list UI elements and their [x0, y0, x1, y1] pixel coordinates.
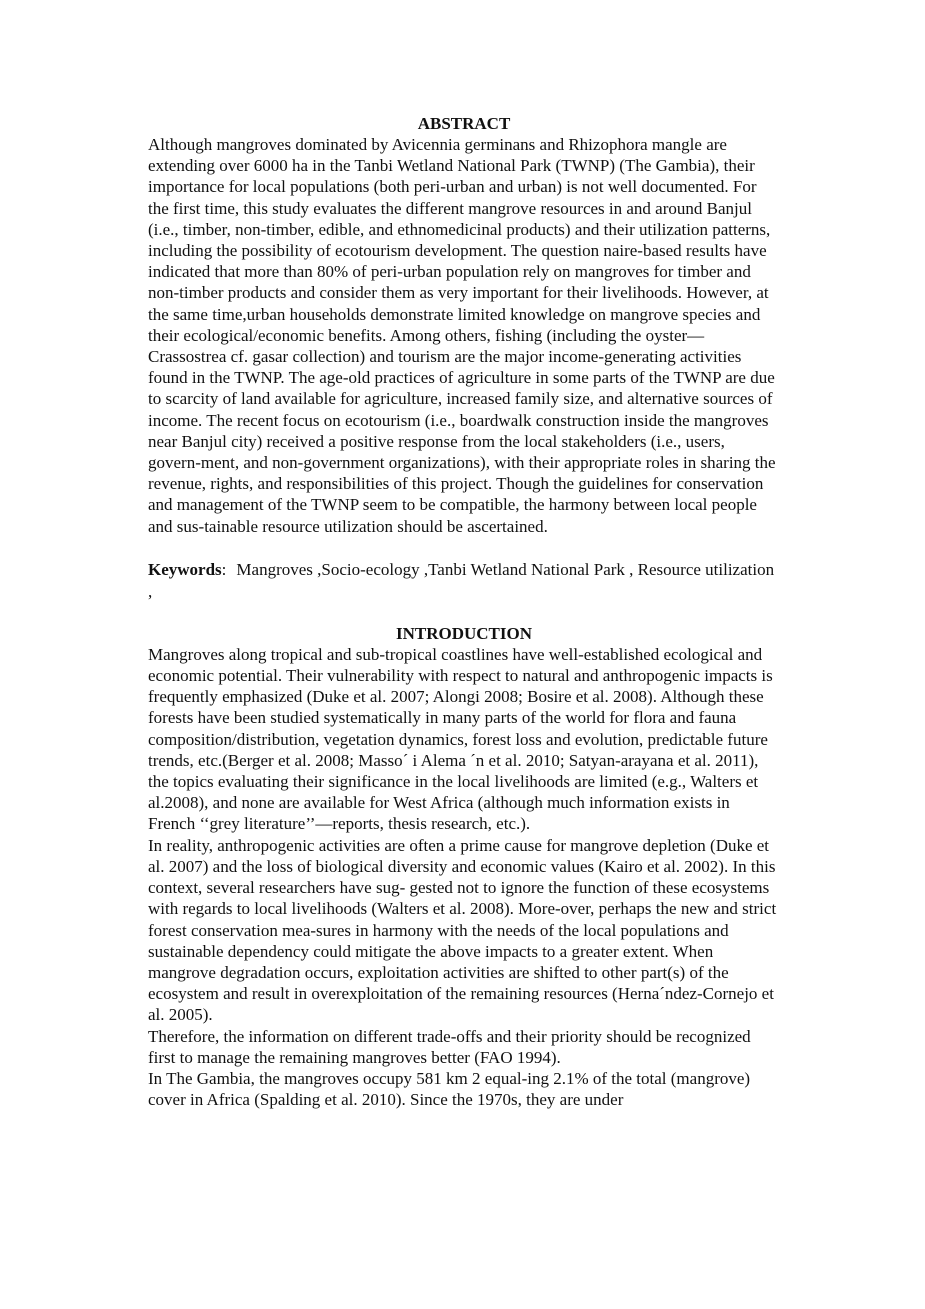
paper-page	[148, 113, 780, 1110]
abstract-heading: ABSTRACT	[417, 114, 511, 133]
introduction-paragraph: Therefore, the information on different trade-offs and their priority should be recognized first to manage the remaining mangroves better (FAO 1994).	[148, 1026, 751, 1067]
introduction-paragraph: In The Gambia, the mangroves occupy 581 km 2 equal-ing 2.1% of the total (mangrove) cover in Africa (Spalding et al. 2010). Since the 1970s, they are under	[148, 1068, 751, 1110]
introduction-paragraph: In reality, anthropogenic activities are often a prime cause for mangrove depletion (Duke et al. 2007) and the loss of biological diversity and economic values (Kairo et al. 2002). In this context, several researchers have sug- gested not to ignore the function of these ecosystems with regards to local livelihoods (Walters et al. 2008). More-over, perhaps the new and strict forest conservation mea-sures in harmony with the needs of the local populations and sustainable dependency could mitigate the above impacts to a greater extent. When mangrove degradation occurs, exploitation activities are shifted to other part(s) of the ecosystem and result in overexploitation of the remaining resources (Herna´ndez-Cornejo et al. 2005).	[148, 835, 777, 1025]
keywords-label: Keywords	[148, 559, 222, 579]
abstract-body: Although mangroves dominated by Avicennia germinans and Rhizophora mangle are extending over 6000 ha in the Tanbi Wetland National Park (TWNP) (The Gambia), their importance for local populations (both peri-urban and urban) is not well documented. For the first time, this study evaluates the different mangrove resources in and around Banjul (i.e., timber, non-timber, edible, and ethnomedicinal products) and their utilization patterns, including the possibility of ecotourism development. The question naire-based results have indicated that more than 80% of peri-urban population rely on mangroves for timber and non-timber products and consider them as very important for their livelihoods. However, at the same time,urban households demonstrate limited knowledge on mangrove species and their ecological/economic benefits. Among others, fishing (including the oyster—Crassostrea cf. gasar collection) and tourism are the major income-generating activities found in the TWNP. The age-old practices of agriculture in some parts of the TWNP are due to scarcity of land available for agriculture, increased family size, and alternative sources of income. The recent focus on ecotourism (i.e., boardwalk construction inside the mangroves near Banjul city) received a positive response from the local stakeholders (i.e., users, govern-ment, and non-government organizations), with their appropriate roles in sharing the revenue, rights, and responsibilities of this project. Though the guidelines for conservation and management of the TWNP seem to be compatible, the harmony between local people and sus-tainable resource utilization should be ascertained.	[148, 135, 776, 536]
keywords-text: Mangroves ,Socio-ecology ,Tanbi Wetland National Park , Resource utilization ,	[148, 559, 775, 601]
keywords-separator: :	[221, 559, 227, 579]
introduction-heading: INTRODUCTION	[395, 623, 533, 643]
keywords-line	[148, 559, 780, 603]
introduction-paragraph: Mangroves along tropical and sub-tropical coastlines have well-established ecological and economic potential. Their vulnerability with respect to natural and anthropogenic impacts is frequently emphasized (Duke et al. 2007; Alongi 2008; Bosire et al. 2008). Although these forests have been studied systematically in many parts of the world for flora and fauna composition/distribution, vegetation dynamics, forest loss and evolution, predictable future trends, etc.(Berger et al. 2008; Masso´ i Alema ´n et al. 2010; Satyan-arayana et al. 2011), the topics evaluating their significance in the local livelihoods are limited (e.g., Walters et al.2008), and none are available for West Africa (although much information exists in French ‘‘grey literature’’—reports, thesis research, etc.).	[148, 644, 773, 834]
